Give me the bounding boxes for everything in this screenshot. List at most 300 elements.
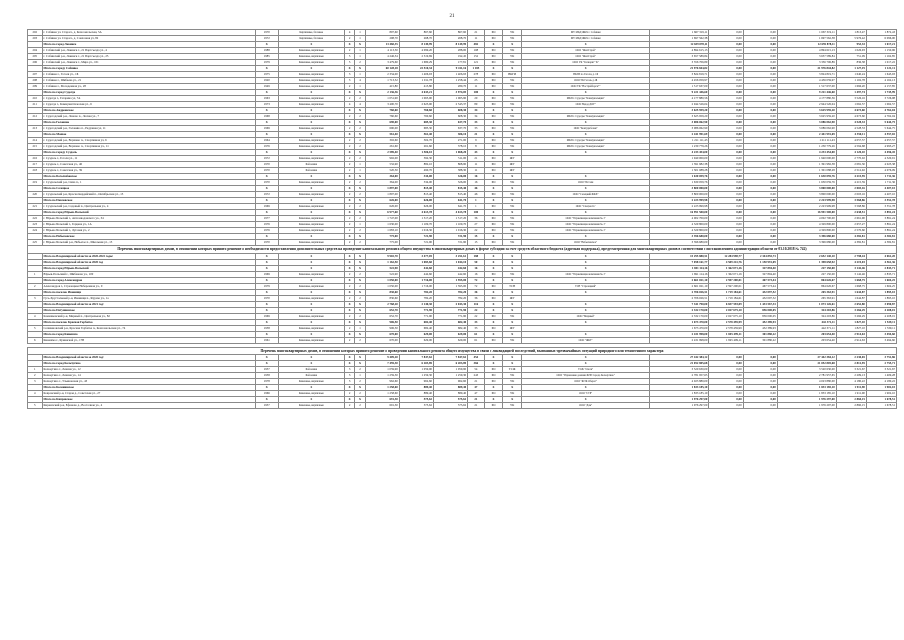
residential-area-cell: 7 847,62	[433, 355, 467, 361]
fund-source-c-cell: 1 697 562,38	[777, 36, 836, 42]
fund-source-a-cell: 2 597 200,01	[709, 277, 743, 283]
wall-material-cell: Х	[278, 90, 344, 96]
fund-source-c-cell: 2 441 991,69	[777, 132, 836, 138]
fund-method-cell: РО	[484, 48, 503, 54]
residents-cell: 22	[468, 228, 485, 234]
entrances-cell: 2	[355, 216, 365, 222]
total-cost-cell: 3 657 589,84	[650, 54, 709, 60]
total-area-cell: 652,70	[365, 307, 399, 313]
floors-cell: 2	[344, 156, 354, 162]
management-type-cell: УК	[503, 60, 522, 66]
management-org-cell: ООО "Управляющая компания № 1"	[521, 228, 649, 234]
fund-source-c-cell: 4 894 615,13	[777, 48, 836, 54]
fund-method-cell: Х	[484, 234, 503, 240]
unit-cost-cell: 2 860,15	[836, 397, 866, 403]
max-unit-cost-cell: 4 162,13	[866, 78, 896, 84]
year-cell: Х	[255, 186, 278, 192]
year-cell: Х	[255, 319, 278, 325]
fund-method-cell: РО	[484, 180, 503, 186]
residents-cell: 47	[468, 391, 485, 397]
total-area-cell: 690,00	[365, 126, 399, 132]
year-cell: 1963	[255, 96, 278, 102]
wall-material-cell: Х	[278, 385, 344, 391]
total-cost-cell: 9 221 446,60	[650, 90, 709, 96]
fund-source-a-cell: 2 027 675,10	[709, 313, 743, 319]
residential-area-cell: 378,10	[433, 144, 467, 150]
total-cost-cell: 1 940 000,00	[650, 156, 709, 162]
floors-cell: 2	[344, 114, 354, 120]
floors-cell: Х	[344, 132, 354, 138]
residents-cell: 72	[468, 283, 485, 289]
living-area-cell: 626,00	[399, 198, 433, 204]
wall-material-cell: Каменные, кирпичные	[278, 102, 344, 108]
floors-cell: Х	[344, 234, 354, 240]
management-org-cell: ООО "Селецкий ЖКХ"	[521, 192, 649, 198]
fund-source-b-cell: 0,00	[743, 60, 777, 66]
row-number-cell: 215	[28, 144, 43, 150]
address-cell: Кольчугино г., Ульяновская ул., 43	[42, 379, 255, 385]
row-number-cell: 204	[28, 48, 43, 54]
total-area-cell: 1 897,00	[365, 186, 399, 192]
total-cost-cell: 2 944 526,04	[650, 102, 709, 108]
total-cost-cell: 1 833 185,10	[650, 391, 709, 397]
fund-source-b-cell: 0,00	[743, 168, 777, 174]
living-area-cell: 592,30	[399, 156, 433, 162]
wall-material-cell: Каменные, кирпичные	[278, 180, 344, 186]
residents-cell: 8	[468, 144, 485, 150]
residents-cell: 11	[468, 168, 485, 174]
fund-source-c-cell: 3 657 589,84	[777, 54, 836, 60]
fund-method-cell: РО	[484, 96, 503, 102]
unit-cost-cell: 2 638,51	[836, 210, 866, 216]
residential-area-cell: 1 595,00	[433, 283, 467, 289]
total-cost-cell: 2 706 026,51	[650, 295, 709, 301]
management-org-cell: Х	[521, 385, 649, 391]
residential-area-cell: 268,70	[433, 36, 467, 42]
unit-cost-cell: 3 321,67	[836, 367, 866, 373]
row-number-cell: 3	[28, 379, 43, 385]
management-org-cell: МУ МКД ЖКХ г. Собинки	[521, 36, 649, 42]
row-number-cell: 4	[28, 391, 43, 397]
address-cell: Кинешма г., Кунинской ул., 17В	[42, 337, 255, 343]
fund-method-cell: Х	[484, 259, 503, 265]
entrances-cell: Х	[355, 277, 365, 283]
max-unit-cost-cell: 1 017,21	[866, 42, 896, 48]
entrances-cell: 1	[355, 168, 365, 174]
fund-source-a-cell: 1 845 499,11	[709, 331, 743, 337]
unit-cost-cell: 4 219,03	[836, 259, 866, 265]
fund-source-b-cell: 0,00	[743, 391, 777, 397]
max-unit-cost-cell: 1 409,28	[866, 373, 896, 379]
fund-method-cell: Х	[484, 150, 503, 156]
floors-cell: 2	[344, 295, 354, 301]
fund-source-a-cell: 6 837 593,09	[709, 301, 743, 307]
wall-material-cell: Каменные, кирпичные	[278, 271, 344, 277]
fund-source-a-cell: 1 362 071,16	[709, 271, 743, 277]
total-area-cell: 1 162,50	[365, 259, 399, 265]
address-cell: г. Суздаль г., Гоголя ул., 11	[42, 156, 255, 162]
fund-source-c-cell: 324 203,86	[777, 307, 836, 313]
year-cell: Х	[255, 108, 278, 114]
fund-source-b-cell: 0,00	[743, 156, 777, 162]
floors-cell: Х	[344, 210, 354, 216]
living-area-cell: 1 716,00	[399, 277, 433, 283]
wall-material-cell: Кирпичные, блочные	[278, 30, 344, 36]
row-number-cell: 206	[28, 60, 43, 66]
residents-cell: 366	[468, 361, 485, 367]
fund-source-b-cell: 1 433 567,33	[743, 301, 777, 307]
unit-cost-cell: 2 860,15	[836, 403, 866, 409]
max-unit-cost-cell: 3 891,24	[866, 228, 896, 234]
entrances-cell: Х	[355, 210, 365, 216]
living-area-cell: 782,20	[399, 295, 433, 301]
entrances-cell: 2	[355, 283, 365, 289]
fund-source-a-cell: 0,00	[709, 168, 743, 174]
management-type-cell: УК	[503, 379, 522, 385]
fund-method-cell: Х	[484, 66, 503, 72]
unit-cost-cell: 2 003,16	[836, 186, 866, 192]
max-unit-cost-cell: 4 023,38	[866, 162, 896, 168]
entrances-cell: Х	[355, 259, 365, 265]
total-cost-cell: 2 661 021,10	[650, 277, 709, 283]
floors-cell: 2	[344, 48, 354, 54]
fund-method-cell: РО	[484, 72, 503, 78]
fund-source-a-cell: 0,00	[709, 180, 743, 186]
wall-material-cell: Кирпичные, блочные	[278, 36, 344, 42]
living-area-cell: 1 506,10	[399, 150, 433, 156]
entrances-cell: Х	[355, 385, 365, 391]
year-cell: Х	[255, 265, 278, 271]
entrances-cell: Х	[355, 307, 365, 313]
total-area-cell: 415,80	[365, 84, 399, 90]
total-area-cell: 626,00	[365, 198, 399, 204]
row-number-cell: 211	[28, 102, 43, 108]
residents-cell: 121	[468, 60, 485, 66]
management-type-cell: Х	[503, 132, 522, 138]
fund-source-a-cell: 2 027 675,10	[709, 307, 743, 313]
residents-cell: 21	[468, 379, 485, 385]
max-unit-cost-cell: 3 891,24	[866, 210, 896, 216]
year-cell: 1979	[255, 60, 278, 66]
total-cost-cell: 2 781 957,65	[650, 373, 709, 379]
max-unit-cost-cell: 1 162,85	[866, 54, 896, 60]
fund-source-b-cell: 301 880,22	[743, 337, 777, 343]
row-number-cell: 203	[28, 36, 43, 42]
residential-area-cell: 177,81	[433, 60, 467, 66]
total-cost-cell: 1 211 111,43	[650, 138, 709, 144]
fund-source-c-cell: 1 667 319,11	[777, 30, 836, 36]
fund-method-cell: РО	[484, 325, 503, 331]
total-cost-cell: 1 391 982,38	[650, 162, 709, 168]
year-cell: 1970	[255, 30, 278, 36]
total-cost-cell: 3 356 706,89	[650, 60, 709, 66]
section-heading: Перечень многоквартирных домов, в отношении которых принято решение о проведении капитального ремонта общего имущества в связи с ликвидацией последствий, вызванных чрезвычайных ситуаций природного или техногенного характера	[28, 347, 897, 355]
residential-area-cell: 280,70	[433, 84, 467, 90]
year-cell: 1970	[255, 295, 278, 301]
fund-source-c-cell: 9 221 446,60	[777, 90, 836, 96]
floors-cell: 4	[344, 102, 354, 108]
fund-method-cell: РО	[484, 78, 503, 84]
entrances-cell: 2	[355, 240, 365, 246]
management-type-cell: ЖУ	[503, 325, 522, 331]
max-unit-cost-cell: 1 539,11	[866, 319, 896, 325]
residents-cell: 50	[468, 259, 485, 265]
management-type-cell: Х	[503, 265, 522, 271]
unit-cost-cell: 3 526,16	[836, 96, 866, 102]
fund-source-b-cell: 0,00	[743, 216, 777, 222]
entrances-cell: Х	[355, 150, 365, 156]
floors-cell: Х	[344, 186, 354, 192]
total-cost-cell: 1 691 114,16	[650, 271, 709, 277]
fund-method-cell: РО	[484, 144, 503, 150]
total-cost-cell: 1 691 114,16	[650, 265, 709, 271]
address-cell: г. Собинский р-н, Лакинск г., Мира ул., 101	[42, 60, 255, 66]
fund-source-a-cell: 0,00	[709, 150, 743, 156]
floors-cell: 3	[344, 379, 354, 385]
fund-source-a-cell: 0,00	[709, 198, 743, 204]
section-heading-row	[28, 347, 897, 355]
max-unit-cost-cell: 6 096,00	[866, 36, 896, 42]
fund-source-c-cell: 1 833 185,10	[777, 385, 836, 391]
management-org-cell: Х	[521, 355, 649, 361]
year-cell: Х	[255, 150, 278, 156]
total-cost-cell: 4 233 454,00	[650, 150, 709, 156]
management-org-cell: Х	[521, 289, 649, 295]
management-org-cell: ООО "ЖилСтрой"	[521, 48, 649, 54]
floors-cell: 2	[344, 138, 354, 144]
address-cell: г. Юрьев-Польский г., Герцена ул., 1А	[42, 222, 255, 228]
management-type-cell: Х	[503, 385, 522, 391]
residential-area-cell: 288,00	[433, 48, 467, 54]
unit-cost-cell: 4 528,33	[836, 120, 866, 126]
fund-source-c-cell: 1 976 297,00	[777, 403, 836, 409]
residents-cell: 54	[468, 367, 485, 373]
living-area-cell: 490,70	[399, 168, 433, 174]
living-area-cell: 22 510,34	[399, 66, 433, 72]
address-cell: Итого по Владимирской области за 2020 год	[42, 259, 255, 265]
unit-cost-cell: 4 350,11	[836, 132, 866, 138]
total-area-cell: 690,00	[365, 120, 399, 126]
total-cost-cell: 1 833 185,10	[650, 385, 709, 391]
max-unit-cost-cell: 1 062,57	[866, 102, 896, 108]
address-cell: Итого по Владимирской области за 2020 год:	[42, 355, 255, 361]
management-org-cell: Х	[521, 198, 649, 204]
entrances-cell: Х	[355, 174, 365, 180]
total-area-cell: 522,90	[365, 265, 399, 271]
entrances-cell: 2	[355, 379, 365, 385]
fund-source-c-cell: 3 625 959,20	[777, 108, 836, 114]
total-area-cell: 13 460,35	[365, 42, 399, 48]
management-type-cell: УК	[503, 96, 522, 102]
wall-material-cell: Х	[278, 210, 344, 216]
total-cost-cell: 1 630 059,76	[650, 174, 709, 180]
fund-source-b-cell: 0,00	[743, 403, 777, 409]
fund-source-b-cell: 0,00	[743, 367, 777, 373]
residents-cell: 89	[468, 102, 485, 108]
wall-material-cell: Каменные, кирпичные	[278, 403, 344, 409]
total-cost-cell: 1 630 059,76	[650, 180, 709, 186]
fund-method-cell: РО	[484, 240, 503, 246]
management-org-cell: Х	[521, 253, 649, 259]
entrances-cell: Х	[355, 289, 365, 295]
fund-source-b-cell: 467 573,44	[743, 283, 777, 289]
total-cost-cell: 3 086 062,90	[650, 120, 709, 126]
total-area-cell: 9 902,70	[365, 253, 399, 259]
total-cost-cell: 2 431 998,00	[650, 337, 709, 343]
total-cost-cell: 16 991 500,00	[650, 210, 709, 216]
floors-cell: Х	[344, 385, 354, 391]
living-area-cell: 721,90	[399, 240, 433, 246]
entrances-cell: 2	[355, 391, 365, 397]
wall-material-cell: Каменные, кирпичные	[278, 144, 344, 150]
capital-repair-register-table	[27, 29, 897, 409]
fund-source-c-cell: 16 991 500,00	[777, 210, 836, 216]
address-cell: Кольчугино г., Ленина ул., 14	[42, 373, 255, 379]
fund-method-cell: Х	[484, 108, 503, 114]
year-cell: Х	[255, 385, 278, 391]
fund-source-c-cell: 1 940 000,00	[777, 156, 836, 162]
management-type-cell: Х	[503, 198, 522, 204]
total-cost-cell: 2 431 998,00	[650, 331, 709, 337]
fund-method-cell: РО	[484, 156, 503, 162]
wall-material-cell: Бой камня	[278, 373, 344, 379]
address-cell: Итого по Павловское	[42, 198, 255, 204]
max-unit-cost-cell: 4 208,01	[866, 307, 896, 313]
unit-cost-cell: 2 003,16	[836, 192, 866, 198]
management-org-cell: МКП г. Судогды "Коммунальщик"	[521, 114, 649, 120]
management-type-cell: Х	[503, 307, 522, 313]
unit-cost-cell: 1 062,57	[836, 102, 866, 108]
fund-source-c-cell: 2 652 140,10	[777, 253, 836, 259]
entrances-cell: 2	[355, 156, 365, 162]
floors-cell: Х	[344, 331, 354, 337]
residents-cell: 33	[468, 325, 485, 331]
residential-area-cell: 1 259,30	[433, 373, 467, 379]
floors-cell: Х	[344, 277, 354, 283]
fund-source-b-cell: 0,00	[743, 397, 777, 403]
row-number-cell: 2	[28, 283, 43, 289]
fund-method-cell: РО	[484, 373, 503, 379]
fund-source-b-cell: 432 097,52	[743, 289, 777, 295]
total-area-cell: 520,50	[365, 168, 399, 174]
total-area-cell: 4 113,50	[365, 48, 399, 54]
management-type-cell: УК	[503, 78, 522, 84]
address-cell: г. Собинка г., Шибаева ул., 21	[42, 78, 255, 84]
living-area-cell: 682,40	[399, 325, 433, 331]
fund-method-cell: Х	[484, 42, 503, 48]
floors-cell: Х	[344, 90, 354, 96]
residential-area-cell: 721,90	[433, 240, 467, 246]
fund-method-cell: РО	[484, 295, 503, 301]
fund-method-cell: РО	[484, 313, 503, 319]
unit-cost-cell: 953,33	[836, 42, 866, 48]
residential-area-cell: 782,20	[433, 289, 467, 295]
residents-cell: 11	[468, 84, 485, 90]
management-org-cell: ООО Надод ДОУ"	[521, 102, 649, 108]
living-area-cell: 882,10	[399, 162, 433, 168]
total-cost-cell: 3 396 680,00	[650, 240, 709, 246]
management-type-cell: ВКГИ	[503, 72, 522, 78]
wall-material-cell: Х	[278, 307, 344, 313]
fund-source-a-cell: 0,00	[709, 397, 743, 403]
fund-source-b-cell: 301 880,22	[743, 331, 777, 337]
total-cost-cell: 1 517 637,00	[650, 84, 709, 90]
wall-material-cell: Каменные, кирпичные	[278, 192, 344, 198]
max-unit-cost-cell: 1 017,22	[866, 60, 896, 66]
max-unit-cost-cell: 2 755,71	[866, 361, 896, 367]
fund-source-c-cell: 3 520 630,00	[777, 367, 836, 373]
year-cell: Х	[255, 42, 278, 48]
fund-source-c-cell: 227 150,00	[777, 271, 836, 277]
unit-cost-cell: 1 827,10	[836, 325, 866, 331]
living-area-cell: 629,00	[399, 331, 433, 337]
entrances-cell: 2	[355, 126, 365, 132]
max-unit-cost-cell: 5 644,75	[866, 126, 896, 132]
year-cell: Х	[255, 253, 278, 259]
fund-source-b-cell: 0,00	[743, 42, 777, 48]
entrances-cell: 2	[355, 60, 365, 66]
total-area-cell: 775,00	[365, 240, 399, 246]
management-type-cell: ТСЖ	[503, 367, 522, 373]
residential-area-cell: 1 109,70	[433, 222, 467, 228]
fund-source-b-cell: 0,00	[743, 174, 777, 180]
entrances-cell: 4	[355, 102, 365, 108]
total-cost-cell: 7 341 790,00	[650, 301, 709, 307]
residential-area-cell: 388,30	[433, 168, 467, 174]
residential-area-cell: 1 068,20	[433, 150, 467, 156]
max-unit-cost-cell: 4 382,81	[866, 240, 896, 246]
wall-material-cell: Каменные, кирпичные	[278, 222, 344, 228]
total-area-cell: 992,00	[365, 156, 399, 162]
row-number-cell: 214	[28, 138, 43, 144]
fund-source-a-cell: 1 845 499,11	[709, 337, 743, 343]
max-unit-cost-cell: 4 320,91	[866, 156, 896, 162]
max-unit-cost-cell: 1 735,99	[866, 90, 896, 96]
address-cell: Киржачский р-н, Ефаново д., Восточная ул., 4	[42, 403, 255, 409]
fund-source-c-cell: 1 398 658,92	[777, 259, 836, 265]
floors-cell: 2	[344, 36, 354, 42]
residential-area-cell: 682,40	[433, 319, 467, 325]
year-cell: 1970	[255, 162, 278, 168]
address-cell: г. Судогодский р-н, Головино п., Радужная ул, 11	[42, 126, 255, 132]
total-cost-cell: 3 800 000,00	[650, 192, 709, 198]
total-area-cell: 906,50	[365, 325, 399, 331]
fund-source-a-cell: 0,00	[709, 102, 743, 108]
residential-area-cell: 4 613,78	[433, 210, 467, 216]
entrances-cell: Х	[355, 66, 365, 72]
floors-cell: Х	[344, 120, 354, 126]
floors-cell: 3	[344, 373, 354, 379]
year-cell: Х	[255, 307, 278, 313]
fund-source-a-cell: 2 578 459,99	[709, 325, 743, 331]
address-cell: г. Судогодский р-н, Ланово п., Лесная ул., 7	[42, 114, 255, 120]
max-unit-cost-cell: 1 872,43	[866, 30, 896, 36]
floors-cell: Х	[344, 108, 354, 114]
unit-cost-cell: 4 180,22	[836, 379, 866, 385]
management-org-cell: МУ МКД ЖКХ г. Собинки	[521, 30, 649, 36]
wall-material-cell: Каменные, кирпичные	[278, 84, 344, 90]
fund-source-b-cell: 1 150 991,09	[743, 259, 777, 265]
management-org-cell: Х	[521, 319, 649, 325]
fund-source-a-cell: 0,00	[709, 72, 743, 78]
total-area-cell: 364,00	[365, 174, 399, 180]
fund-source-c-cell: 227 150,00	[777, 265, 836, 271]
fund-method-cell: РО	[484, 283, 503, 289]
fund-source-c-cell: 3 396 680,00	[777, 240, 836, 246]
total-cost-cell: 4 329 800,00	[650, 228, 709, 234]
floors-cell: Х	[344, 355, 354, 361]
wall-material-cell: Х	[278, 150, 344, 156]
